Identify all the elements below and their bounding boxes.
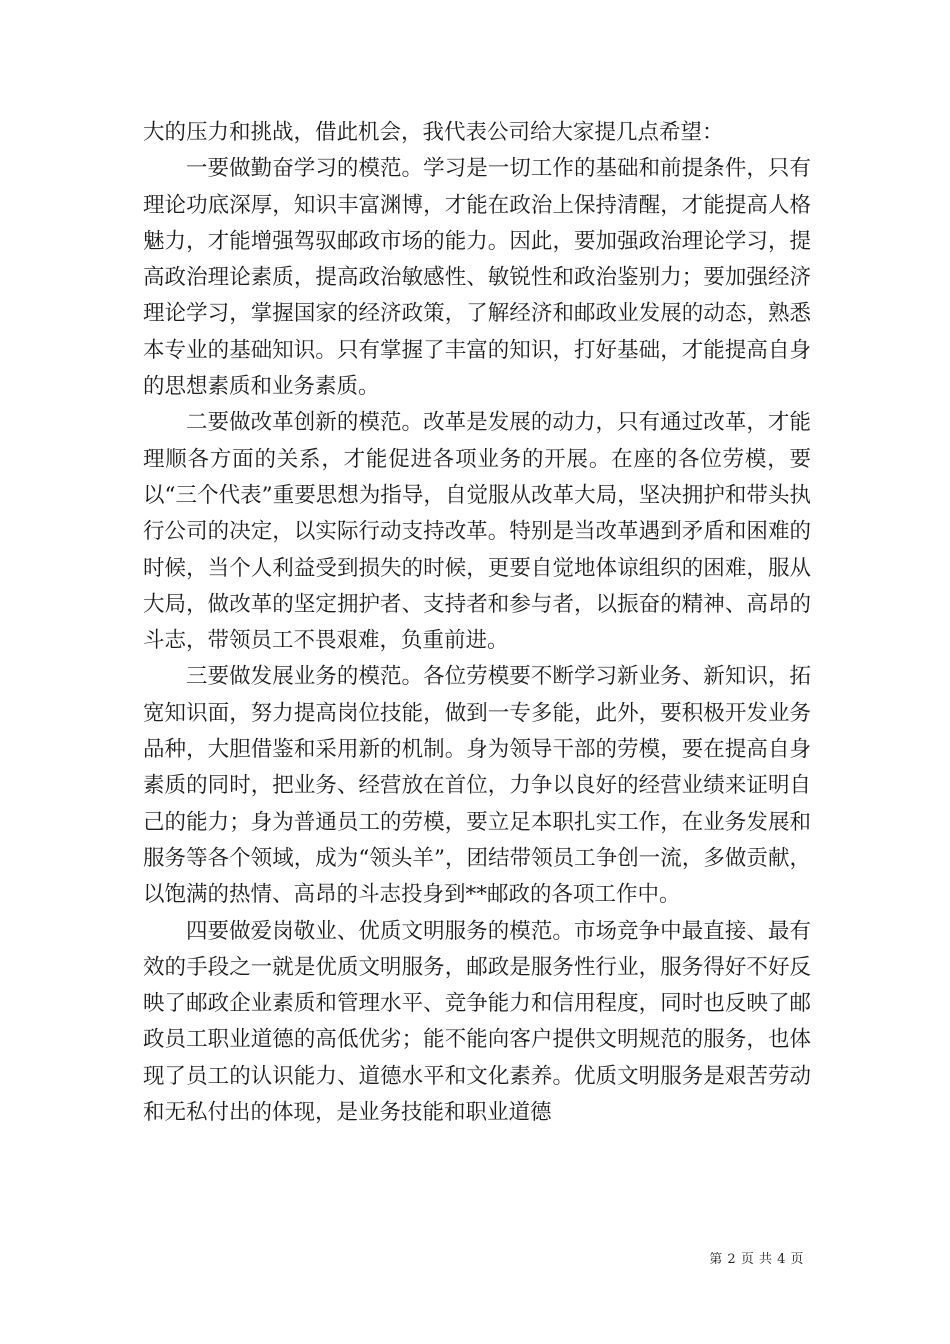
- paragraph-continuation: 大的压力和挑战，借此机会，我代表公司给大家提几点希望：: [143, 120, 724, 145]
- document-body: [143, 115, 811, 1131]
- paragraph-reform-model: 二要做改革创新的模范。改革是发展的动力，只有通过改革，才能理顺各方面的关系，才能促进各项业务的开展。在座的各位劳模，要以“三个代表”重要思想为指导，自觉服从改革大局，坚决拥护和带头执行公司的决定，以实际行动支持改革。特别是当改革遇到矛盾和困难的时候，当个人利益受到损失的时候，更要自觉地体谅组织的困难，服从大局，做改革的坚定拥护者、支持者和参与者，以振奋的精神、高昂的斗志，带领员工不畏艰难，负重前进。: [143, 410, 811, 654]
- paragraph-study-model: 一要做勤奋学习的模范。学习是一切工作的基础和前提条件，只有理论功底深厚，知识丰富渊博，才能在政治上保持清醒，才能提高人格魅力，才能增强驾驭邮政市场的能力。因此，要加强政治理论学习，提高政治理论素质，提高政治敏感性、敏锐性和政治鉴别力；要加强经济理论学习，掌握国家的经济政策，了解经济和邮政业发展的动态，熟悉本专业的基础知识。只有掌握了丰富的知识，打好基础，才能提高自身的思想素质和业务素质。: [143, 156, 811, 400]
- paragraph-service-model: 四要做爱岗敬业、优质文明服务的模范。市场竞争中最直接、最有效的手段之一就是优质文明服务，邮政是服务性行业，服务得好不好反映了邮政企业素质和管理水平、竞争能力和信用程度，同时也反映了邮政员工职业道德的高低优劣；能不能向客户提供文明规范的服务，也体现了员工的认识能力、道德水平和文化素养。优质文明服务是艰苦劳动和无私付出的体现，是业务技能和职业道德: [143, 918, 811, 1126]
- page-number-footer: 第 2 页 共 4 页: [709, 1252, 804, 1267]
- paragraph-business-model: 三要做发展业务的模范。各位劳模要不断学习新业务、新知识，拓宽知识面，努力提高岗位技能，做到一专多能，此外，要积极开发业务品种，大胆借鉴和采用新的机制。身为领导干部的劳模，要在提高自身素质的同时，把业务、经营放在首位，力争以良好的经营业绩来证明自己的能力；身为普通员工的劳模，要立足本职扎实工作，在业务发展和服务等各个领域，成为“领头羊”，团结带领员工争创一流，多做贡献，以饱满的热情、高昂的斗志投身到**邮政的各项工作中。: [143, 664, 811, 908]
